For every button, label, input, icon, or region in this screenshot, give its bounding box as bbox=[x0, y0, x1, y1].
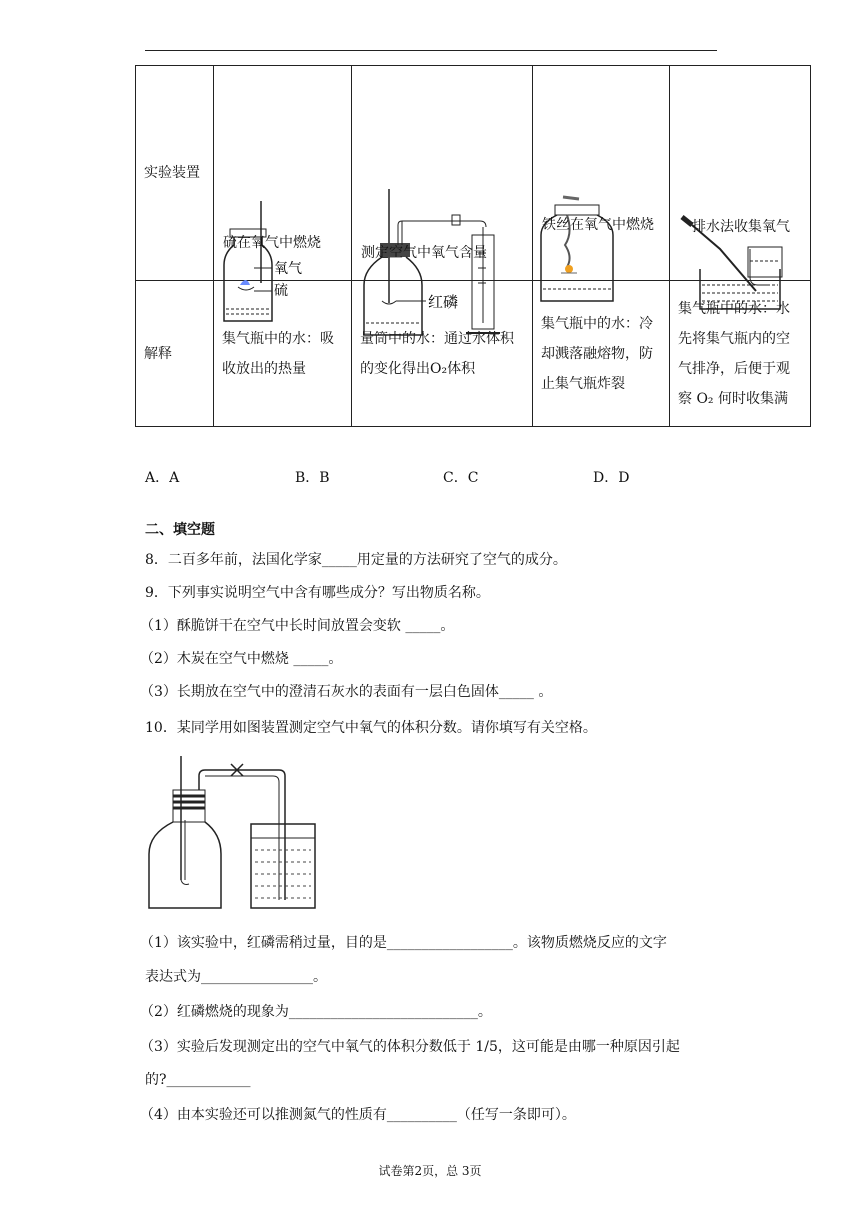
question-10-2: （2）红磷燃烧的现象为___________________________。 bbox=[140, 1004, 492, 1020]
question-10: 10．某同学用如图装置测定空气中氧气的体积分数。请你填写有关空格。 bbox=[145, 720, 597, 736]
header-rule bbox=[145, 50, 717, 51]
choice-d[interactable]: D．D bbox=[593, 470, 630, 486]
question-9-1: （1）酥脆饼干在空气中长时间放置会变软 _____。 bbox=[140, 618, 455, 634]
figure-oxygen-measure bbox=[352, 66, 533, 311]
question-9: 9．下列事实说明空气中含有哪些成分？写出物质名称。 bbox=[145, 585, 490, 601]
experiment-table bbox=[135, 65, 811, 427]
choice-a[interactable]: A．A bbox=[145, 470, 180, 486]
caption-iron: 铁丝在氧气中燃烧 bbox=[542, 217, 654, 233]
section-title: 二、填空题 bbox=[145, 522, 215, 538]
question-10-4: （4）由本实验还可以推测氮气的性质有__________（任写一条即可）。 bbox=[140, 1107, 576, 1123]
iron-jar-diagram bbox=[533, 173, 670, 387]
page-footer: 试卷第2页，总 3页 bbox=[378, 1164, 482, 1178]
sulfur-jar-diagram bbox=[214, 173, 352, 387]
row-header-explanation: 解释 bbox=[136, 281, 214, 427]
svg-text:红磷: 红磷 bbox=[428, 293, 459, 311]
svg-text:硫: 硫 bbox=[274, 283, 288, 299]
row-header-apparatus: 实验装置 bbox=[136, 66, 214, 281]
question-10-3-line-a: （3）实验后发现测定出的空气中氧气的体积分数低于 1/5，这可能是由哪一种原因引起 bbox=[140, 1039, 680, 1055]
caption-sulfur: 硫在氧气中燃烧 bbox=[223, 235, 321, 251]
question-10-3-line-b: 的?____________ bbox=[145, 1072, 251, 1088]
answer-choices bbox=[145, 467, 705, 491]
explanation-water-collection: 集气瓶中的水：水先将集气瓶内的空气排净，后便于观察 O₂ 何时收集满 bbox=[670, 281, 811, 427]
question-10-1-line-a: （1）该实验中，红磷需稍过量，目的是__________________。该物质燃烧反应的文字 bbox=[140, 935, 667, 951]
choice-b[interactable]: B．B bbox=[295, 470, 330, 486]
water-collection-diagram bbox=[670, 173, 811, 387]
question-9-2: （2）木炭在空气中燃烧 _____。 bbox=[140, 651, 343, 667]
oxygen-measure-diagram bbox=[352, 173, 533, 387]
figure-iron-burning bbox=[533, 66, 670, 281]
figure-sulfur-burning bbox=[214, 66, 352, 299]
explanation-sulfur: 集气瓶中的水：吸收放出的热量 bbox=[214, 281, 352, 427]
explanation-iron: 集气瓶中的水：冷却溅落融熔物，防止集气瓶炸裂 bbox=[533, 281, 670, 427]
question-10-1-line-b: 表达式为________________。 bbox=[145, 969, 327, 985]
question-8: 8．二百多年前，法国化学家_____用定量的方法研究了空气的成分。 bbox=[145, 552, 567, 568]
explanation-oxygen-measure: 量筒中的水：通过水体积的变化得出O₂体积 bbox=[352, 281, 533, 427]
caption-oxygen-measure: 测定空气中氧气含量 bbox=[361, 245, 487, 261]
caption-water-collection: 排水法收集氧气 bbox=[692, 219, 790, 235]
figure-water-collection bbox=[670, 66, 811, 281]
svg-text:氧气: 氧气 bbox=[274, 261, 302, 277]
choice-c[interactable]: C．C bbox=[443, 470, 479, 486]
question-9-3: （3）长期放在空气中的澄清石灰水的表面有一层白色固体_____ 。 bbox=[140, 684, 553, 700]
question-10-apparatus-diagram bbox=[145, 750, 335, 916]
